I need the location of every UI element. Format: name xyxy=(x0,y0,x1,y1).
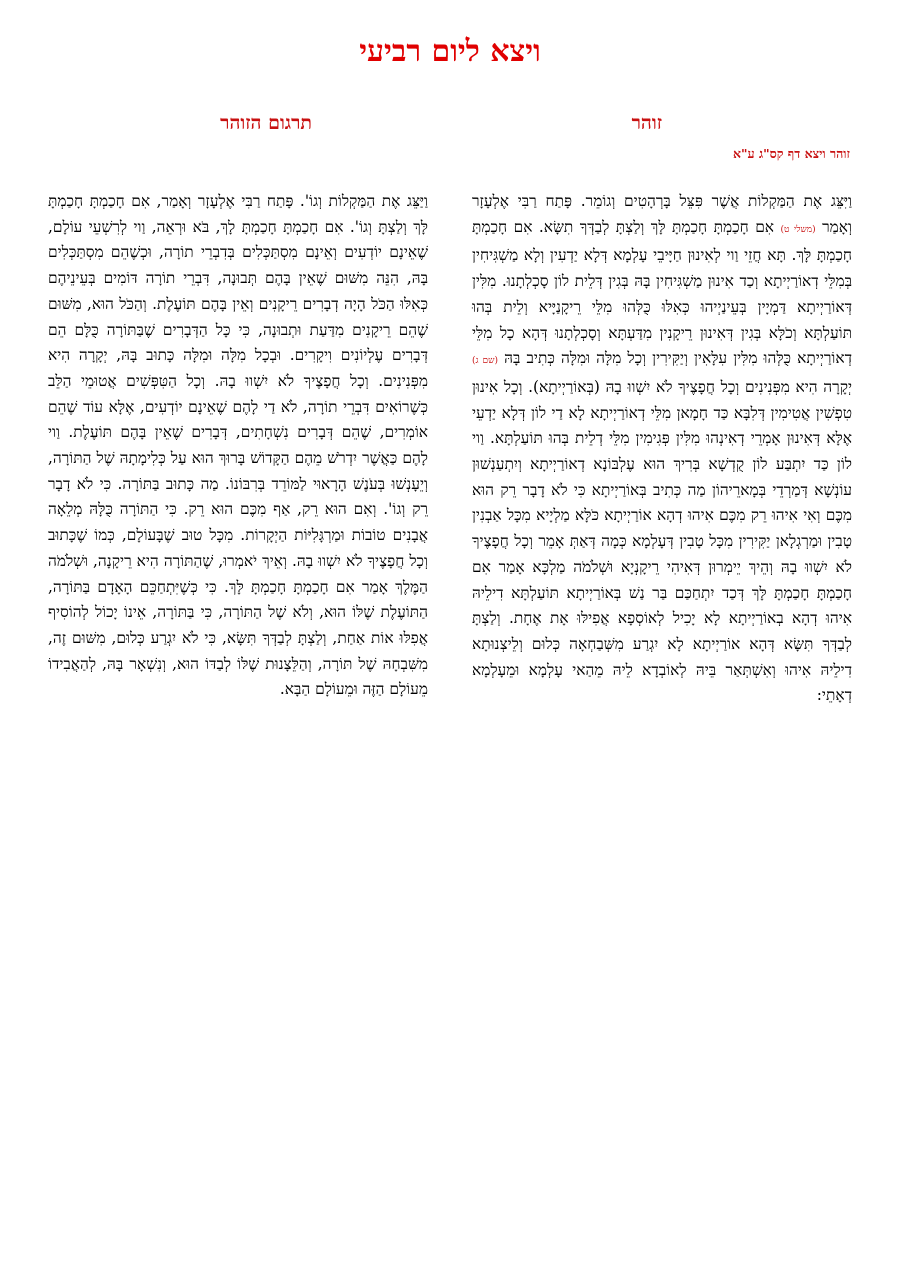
source-reference: זוהר ויצא דף קס"ג ע"א xyxy=(732,146,850,161)
verse-reference: (שם ג) xyxy=(472,356,499,367)
page-title: ויצא ליום רביעי xyxy=(359,34,541,69)
targum-text-column xyxy=(48,189,428,703)
zohar-text-part-2: אִם חָכַמְתָּ חָכַמְתָּ לָּךְ וְלַצְתָּ לְבַדְּךָ תִשָּׂא. אִם חָכַמְתָּ חָכַמְתָּ לָּךְ. תָּא חֲזֵי וַוי לְאִינוּן חַיָּיבֵי עָלְמָא דְּלָא יַדְעִין וְלָא מַשְׁגִּיחִין בְּמִלֵּי דְאוֹרַיְיתָא וְכַד אִינוּן מַשְׁגִּיחִין בָּהּ בְּגִין דְּלֵית לוֹן סָכְלְתָנוּ. מִלִּין דְּאוֹרַיְיתָא דַּמְיָין בְּעֵינַיְיהוּ כְּאִלּוּ כֻּלְּהוּ מִלֵּי רֵיקָנַיָּיא וְלֵית בְּהוּ תּוֹעַלְתָּא וְכֹלָּא בְּגִין דְּאִינוּן רֵיקָנִין מִדַּעְתָּא וְסָכְלְתָנוּ דְּהָא כָל מִלֵּי דְאוֹרַיְיתָא כֻּלְּהוּ מִלִּין עִלָּאִין וְיַקִּירִין וְכָל מִלָּה וּמִלָּה כְּתִיב בָּהּ xyxy=(472,217,852,368)
zohar-text-part-3: יְקָרָה הִיא מִפְּנִינִים וְכָל חֲפָצֶיךָ לֹא יִשְׁווּ בָהּ (בְּאוֹרַיְיתָא). וְכָל אִינוּן טִפְשִׁין אֲטִימִין דְּלִבָּא כַּד חָמָאן מִלֵּי דְאוֹרַיְיתָא לָא דַי לוֹן דְּלָא יַדְעֵי אֶלָּא דְּאִינוּן אָמְרֵי דְאִינְהוּ מִלִּין פְּגִימִין מִלֵּי דְלֵית בְּהוּ תּוֹעַלְתָּא. וַוי לוֹן כַּד יִתְבַּע לוֹן קֻדְשָׁא בְּרִיךְ הוּא עֶלְבּוֹנָא דְאוֹרַיְיתָא וְיִתְעַנְשׁוּן עוֹנְשָׁא דְּמַרְדֵי בְּמָארֵיהוֹן מַה כְּתִיב בְּאוֹרַיְיתָא כִּי לֹא דָבָר רֵק הוּא מִכֶּם וְאִי אִיהוּ רֵק מִכֶּם אִיהוּ דְהָא אוֹרַיְיתָא כֹּלָּא מַלְיָיא מִכָּל אַבְנִין טָבִין וּמַרְגְלָאן יַקִּירִין מִכָּל טָבִין דְּעָלְמָא כְּמָה דְּאַתְּ אָמֵר וְכָל חֲפָצֶיךָ לֹא יִשְׁווּ בָהּ וְהֵיךְ יֵימְרוּן דְּאִיהִי רֵיקָנְיָא וּשְׁלֹמֹה מַלְכָּא אָמַר אִם חָכַמְתָּ חָכַמְתָּ לָּךְ דְּכַד יִתְחַכַּם בַּר נַשׁ בְּאוֹרַיְיתָא תּוֹעַלְתָּא דִילֵיהּ אִיהוּ דְהָא בְאוֹרַיְיתָא לָא יָכִיל לְאוֹסְפָא אֲפִילּוּ אָת אֶחָת. וְלַצְתָּ לְבַדְּךָ תִּשָּׂא דְּהָא אוֹרַיְיתָא לָא יִגְרַע מִשְּׁבַחְאָה כְּלוּם וְלֵיצְנוּתָא דִילֵיהּ אִיהוּ וְאִשְׁתְּאַר בֵּיהּ לְאוֹבְדָא לֵיהּ מֵהַאי עָלְמָא וּמֵעָלְמָא דְאָתֵי: xyxy=(472,377,852,705)
zohar-text-column xyxy=(472,189,852,709)
zohar-heading: זוהר xyxy=(631,112,662,134)
targum-text: וַיַּצֵּג אֶת הַמַּקְלוֹת וְגוֹ'. פָּתַח רַבִּי אֶלְעָזָר וְאָמַר, אִם חָכַמְתָּ חָכַמְתָּ לָּךְ וְלַצְתָּ וְגוֹ'. אִם חָכַמְתָּ חָכַמְתָּ לָךְ, בֹּא וּרְאֵה, וַוי לְרִשְׁעֵי עוֹלָם, שֶׁאֵינָם יוֹדְעִים וְאֵינָם מִסְתַּכְּלִים בְּדִבְרֵי תוֹרָה, וּכְשֶׁהֵם מִסְתַּכְּלִים בָּהּ, הִנֵּה מִשּׁוּם שֶׁאֵין בָּהֶם תְּבוּנָה, דִּבְרֵי תוֹרָה דּוֹמִים בְּעֵינֵיהֶם כְּאִלּוּ הַכֹּל הָיָה דְבָרִים רֵיקָנִים וְאֵין בָּהֶם תּוֹעֶלֶת. וְהַכֹּל הוּא, מִשּׁוּם שֶׁהֵם רֵיקָנִים מִדַּעַת וּתְבוּנָה, כִּי כָּל הַדְּבָרִים שֶׁבַּתּוֹרָה כֻּלָּם הֵם דְּבָרִים עֶלְיוֹנִים וִיקָרִים. וּבְכָל מִלָּה וּמִלָּה כָּתוּב בָּהּ, יְקָרָה הִיא מִפְּנִינִים. וְכָל חֲפָצֶיךָ לֹא יִשְׁווּ בָהּ. וְכָל הַטִּפְּשִׁים אֲטוּמֵי הַלֵּב כְּשֶׁרוֹאִים דִּבְרֵי תוֹרָה, לֹא דַי לָהֶם שֶׁאֵינָם יוֹדְעִים, אֶלָּא עוֹד שֶׁהֵם אוֹמְרִים, שֶׁהֵם דְּבָרִים נִשְׁחָתִים, דְּבָרִים שֶׁאֵין בָּהֶם תּוֹעֶלֶת. וַוי לָהֶם כַּאֲשֶׁר יִדְרֹשׁ מֵהֶם הַקָּדוֹשׁ בָּרוּךְ הוּא עַל כְּלִימָתָהּ שֶׁל הַתּוֹרָה, וְיֵעָנְשׁוּ בְּעֹנֶשׁ הָרָאוּי לַמּוֹרֵד בְּרִבּוֹנוֹ. מַה כָּתוּב בַּתּוֹרָה. כִּי לֹא דָבָר רֵק וְגוֹ'. וְאִם הוּא רֵק, אַף מִכֶּם הוּא רֵק. כִּי הַתּוֹרָה כֻּלָּהּ מְלֵאָה אֲבָנִים טוֹבוֹת וּמַרְגָּלִיּוֹת הַיְקָרוֹת. מִכָּל טוּב שֶׁבָּעוֹלָם, כְּמוֹ שֶׁכָּתוּב וְכָל חֲפָצֶיךָ לֹא יִשְׁווּ בָהּ. וְאֵיךְ יֹאמְרוּ, שֶׁהַתּוֹרָה הִיא רֵיקָנָה, וּשְׁלֹמֹה הַמֶּלֶךְ אָמַר אִם חָכַמְתָּ חָכַמְתָּ לָּךְ. כִּי כְּשֶׁיִּתְחַכֵּם הָאָדָם בַּתּוֹרָה, הַתּוֹעֶלֶת שֶׁלּוֹ הוּא, וְלֹא שֶׁל הַתּוֹרָה, כִּי בַּתּוֹרָה, אֵינוֹ יָכוֹל לְהוֹסִיף אֲפִלּוּ אוֹת אַחַת, וְלַצְתָּ לְבַדְּךָ תִּשָּׂא, כִּי לֹא יִגְרַע כְּלוּם, מִשּׁוּם זֶה, מִשִּׁבְחָהּ שֶׁל תּוֹרָה, וְהַלֵּצָנוּת שֶׁלּוֹ לְבַדּוֹ הוּא, וְנִשְׁאָר בָּהּ, לְהַאֲבִידוֹ מֵעוֹלָם הַזֶּה וּמֵעוֹלָם הַבָּא. xyxy=(48,192,428,699)
zohar-text-part-1: וַיִּצֵּג אֶת הַמַּקְלוֹת אֲשֶׁר פִּצֵּל בָּרְהָטִים וְגוֹמֵר. פָּתַח רַבִּי אֶלְעָזָר וְאָמַר xyxy=(472,192,852,236)
verse-reference: (משלי ט) xyxy=(780,224,816,235)
targum-heading: תרגום הזוהר xyxy=(220,112,312,134)
